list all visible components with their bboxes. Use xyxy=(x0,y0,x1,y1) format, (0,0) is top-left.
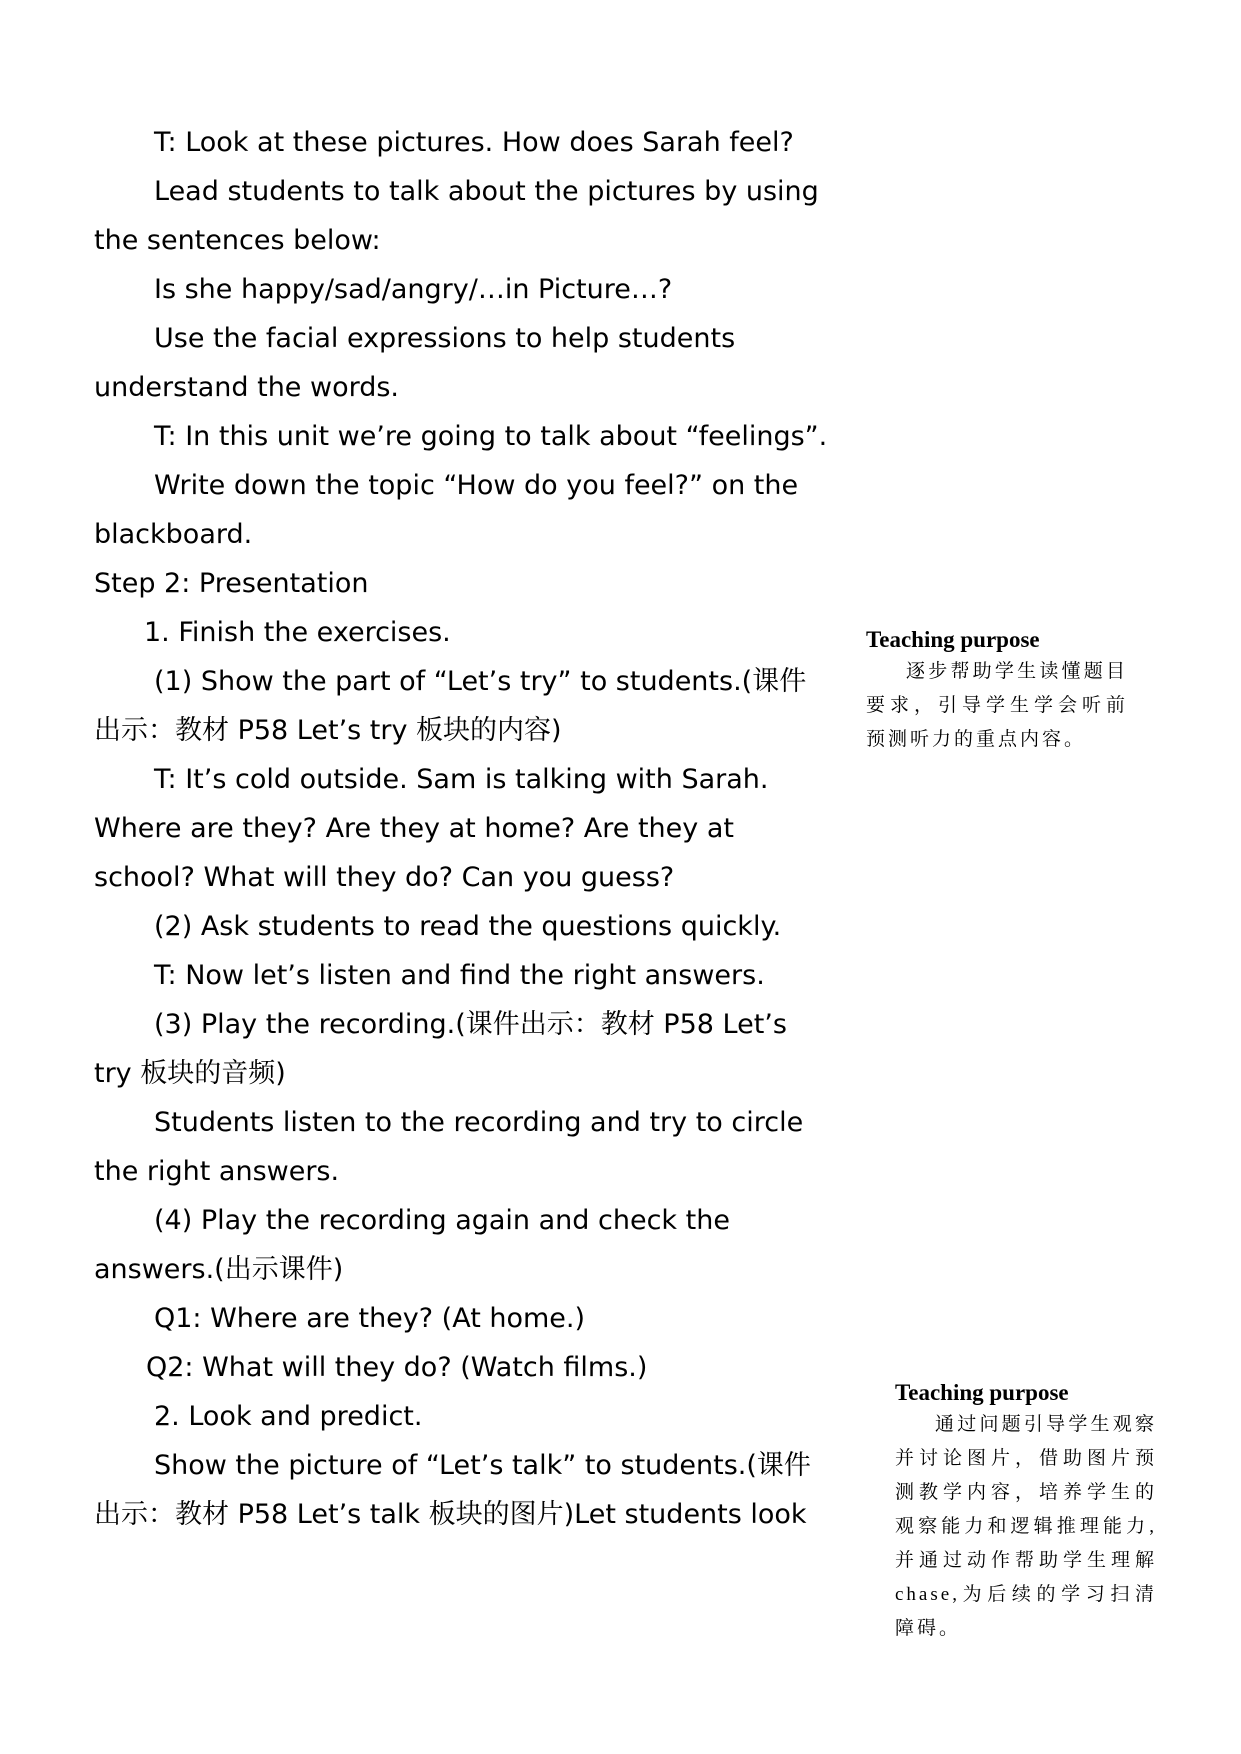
text-line: 出示：教材 P58 Let’s try 板块的内容) xyxy=(94,715,562,746)
note-title: Teaching purpose xyxy=(866,627,1040,652)
lesson-body xyxy=(94,118,854,1539)
text-line: school? What will they do? Can you guess? xyxy=(94,862,675,893)
text-line: (1) Show the part of “Let’s try” to students.(课件 xyxy=(154,666,807,697)
text-line: Use the facial expressions to help students xyxy=(154,323,736,354)
note-body: 通过问题引导学生观察并讨论图片，借助图片预测教学内容，培养学生的观察能力和逻辑推理能力,并通过动作帮助学生理解chase,为后续的学习扫清障碍。 xyxy=(895,1414,1157,1639)
text-line: T: Now let’s listen and find the right answers. xyxy=(154,960,765,991)
text-line: T: In this unit we’re going to talk about “feelings”. xyxy=(154,421,828,452)
text-line: answers.(出示课件) xyxy=(94,1254,344,1285)
text-line: Q2: What will they do? (Watch films.) xyxy=(146,1352,648,1383)
text-line: Show the picture of “Let’s talk” to students.(课件 xyxy=(154,1450,811,1481)
text-line: T: Look at these pictures. How does Sarah feel? xyxy=(154,127,794,158)
text-line: understand the words. xyxy=(94,372,400,403)
text-line: T: It’s cold outside. Sam is talking with Sarah. xyxy=(154,764,769,795)
text-line: 2. Look and predict. xyxy=(154,1401,423,1432)
text-line: (4) Play the recording again and check the xyxy=(154,1205,730,1236)
text-line: blackboard. xyxy=(94,519,253,550)
text-line: 1. Finish the exercises. xyxy=(144,617,451,648)
text-line: the sentences below: xyxy=(94,225,381,256)
text-line: Students listen to the recording and try to circle xyxy=(154,1107,804,1138)
note-body: 逐步帮助学生读懂题目要求，引导学生学会听前预测听力的重点内容。 xyxy=(866,661,1128,750)
text-line: Is she happy/sad/angry/…in Picture…? xyxy=(154,274,673,305)
teaching-purpose-note xyxy=(866,625,1128,757)
text-line: Where are they? Are they at home? Are they at xyxy=(94,813,734,844)
note-title: Teaching purpose xyxy=(895,1380,1069,1405)
text-line: try 板块的音频) xyxy=(94,1058,286,1089)
text-line: (3) Play the recording.(课件出示：教材 P58 Let’s xyxy=(154,1009,787,1040)
text-line: (2) Ask students to read the questions quickly. xyxy=(154,911,782,942)
teaching-purpose-note xyxy=(895,1378,1157,1646)
text-line: Write down the topic “How do you feel?” on the xyxy=(154,470,799,501)
text-line: Q1: Where are they? (At home.) xyxy=(154,1303,586,1334)
text-line: 出示：教材 P58 Let’s talk 板块的图片)Let students look xyxy=(94,1499,807,1530)
text-line: the right answers. xyxy=(94,1156,340,1187)
step-heading: Step 2: Presentation xyxy=(94,568,369,599)
text-line: Lead students to talk about the pictures by using xyxy=(154,176,819,207)
